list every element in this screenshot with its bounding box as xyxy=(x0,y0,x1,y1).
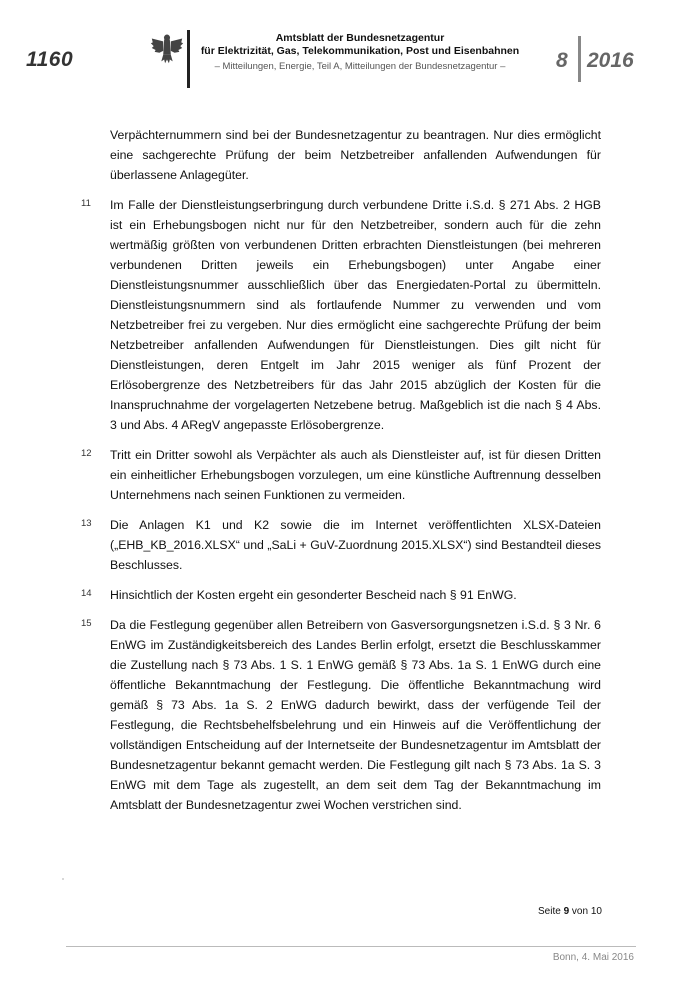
footer-divider xyxy=(66,946,636,947)
page-header xyxy=(0,0,700,100)
paragraph-text: Verpächternummern sind bei der Bundesnetzagentur zu beantragen. Nur dies ermöglicht eine sachgerechte Prüfung der beim Netzbetreiber anfallenden Aufwendungen für überlassene Anlagegüter. xyxy=(110,128,601,182)
paragraph-number: 15 xyxy=(81,618,92,629)
document-body xyxy=(0,125,700,825)
paragraph-11 xyxy=(0,195,700,435)
paragraph-continuation xyxy=(0,125,700,185)
seite-total: 10 xyxy=(590,906,602,917)
footer-place-date: Bonn, 4. Mai 2016 xyxy=(552,952,634,963)
paragraph-text: Im Falle der Dienstleistungserbringung durch verbundene Dritte i.S.d. § 271 Abs. 2 HGB ist ein Erhebungsbogen nicht nur für den Netzbetreiber, sondern auch für die zehn wertmäßig größten von verbundenen Dritten erbrachten Dienstleistungen (bei mehreren verbundenen Dritten jeweils ein Erhebungsbogen) unter Angabe einer Dienstleistungsnummer ausschließlich über das Energiedaten-Portal zu übermitteln. Dienstleistungsnummern sind als fortlaufende Nummer zu verwenden und vom Netzbetreiber frei zu vergeben. Nur dies ermöglicht eine sachgerechte Prüfung der beim Netzbetreiber anfallenden Aufwendungen für Dienstleistungen. Dies gilt nicht für Dienstleistungen, deren Entgelt im Jahr 2015 weniger als fünf Prozent der Erlösobergrenze des Netzbetreibers für das Jahr 2015 abzüglich der Kosten für die Inanspruchnahme der vorgelagerten Netzebene betrug. Maßgeblich ist die nach § 4 Abs. 3 und Abs. 4 ARegV angepasste Erlösobergrenze. xyxy=(110,198,601,432)
paragraph-15 xyxy=(0,615,700,815)
header-divider-left xyxy=(187,30,190,88)
paragraph-number: 12 xyxy=(81,448,92,459)
scan-speck xyxy=(62,878,64,880)
issue-number: 8 xyxy=(556,49,568,72)
paragraph-text: Da die Festlegung gegenüber allen Betreibern von Gasversorgungsnetzen i.S.d. § 3 Nr. 6 EnWG im Zuständigkeitsbereich des Landes Berlin erfolgt, ersetzt die Beschlusskammer die Zustellung nach § 73 Abs. 1 S. 1 EnWG gemäß § 73 Abs. 1a S. 1 EnWG durch eine öffentliche Bekanntmachung der Festlegung. Die öffentliche Bekanntmachung wird gemäß § 73 Abs. 1a S. 2 EnWG dadurch bewirkt, dass der verfügende Teil der Festlegung, die Rechtsbehelfsbelehrung und ein Hinweis auf die Veröffentlichung der vollständigen Entscheidung auf der Internetseite der Bundesnetzagentur im Amtsblatt der Bundesnetzagentur bekannt gemacht werden. Die Festlegung gilt nach § 73 Abs. 1a S. 3 EnWG mit dem Tage als zugestellt, an dem seit dem Tag der Bekanntmachung im Amtsblatt der Bundesnetzagentur zwei Wochen verstrichen sind. xyxy=(110,618,601,812)
journal-subtitle: – Mitteilungen, Energie, Teil A, Mitteilungen der Bundesnetzagentur – xyxy=(214,61,506,72)
journal-title-line2: für Elektrizität, Gas, Telekommunikation, Post und Eisenbahnen xyxy=(200,45,520,57)
page-number: 1160 xyxy=(26,48,74,71)
paragraph-number: 11 xyxy=(81,198,91,209)
issue-year: 2016 xyxy=(587,49,634,72)
paragraph-number: 14 xyxy=(81,588,92,599)
seite-of: von xyxy=(571,906,589,917)
journal-title xyxy=(200,32,520,74)
journal-title-line1: Amtsblatt der Bundesnetzagentur xyxy=(275,32,445,44)
paragraph-text: Tritt ein Dritter sowohl als Verpächter als auch als Dienstleister auf, ist für diesen Dritten ein einheitlicher Erhebungsbogen vorzulegen, um eine künstliche Auftrennung desselben Unternehmens nach seinen Funktionen zu vermeiden. xyxy=(110,448,601,502)
paragraph-number: 13 xyxy=(81,518,92,529)
paragraph-13 xyxy=(0,515,700,575)
paragraph-text: Hinsichtlich der Kosten ergeht ein gesonderter Bescheid nach § 91 EnWG. xyxy=(110,588,517,602)
header-divider-right xyxy=(578,36,581,82)
paragraph-text: Die Anlagen K1 und K2 sowie die im Internet veröffentlichten XLSX-Dateien („EHB_KB_2016.XLSX“ und „SaLi + GuV-Zuordnung 2015.XLSX“) sind Bestandteil dieses Beschlusses. xyxy=(110,518,601,572)
federal-eagle-icon xyxy=(148,30,186,68)
paragraph-12 xyxy=(0,445,700,505)
seite-label: Seite xyxy=(538,906,561,917)
paragraph-14 xyxy=(0,585,700,605)
seite-current: 9 xyxy=(563,906,570,917)
internal-page-counter xyxy=(538,906,602,917)
